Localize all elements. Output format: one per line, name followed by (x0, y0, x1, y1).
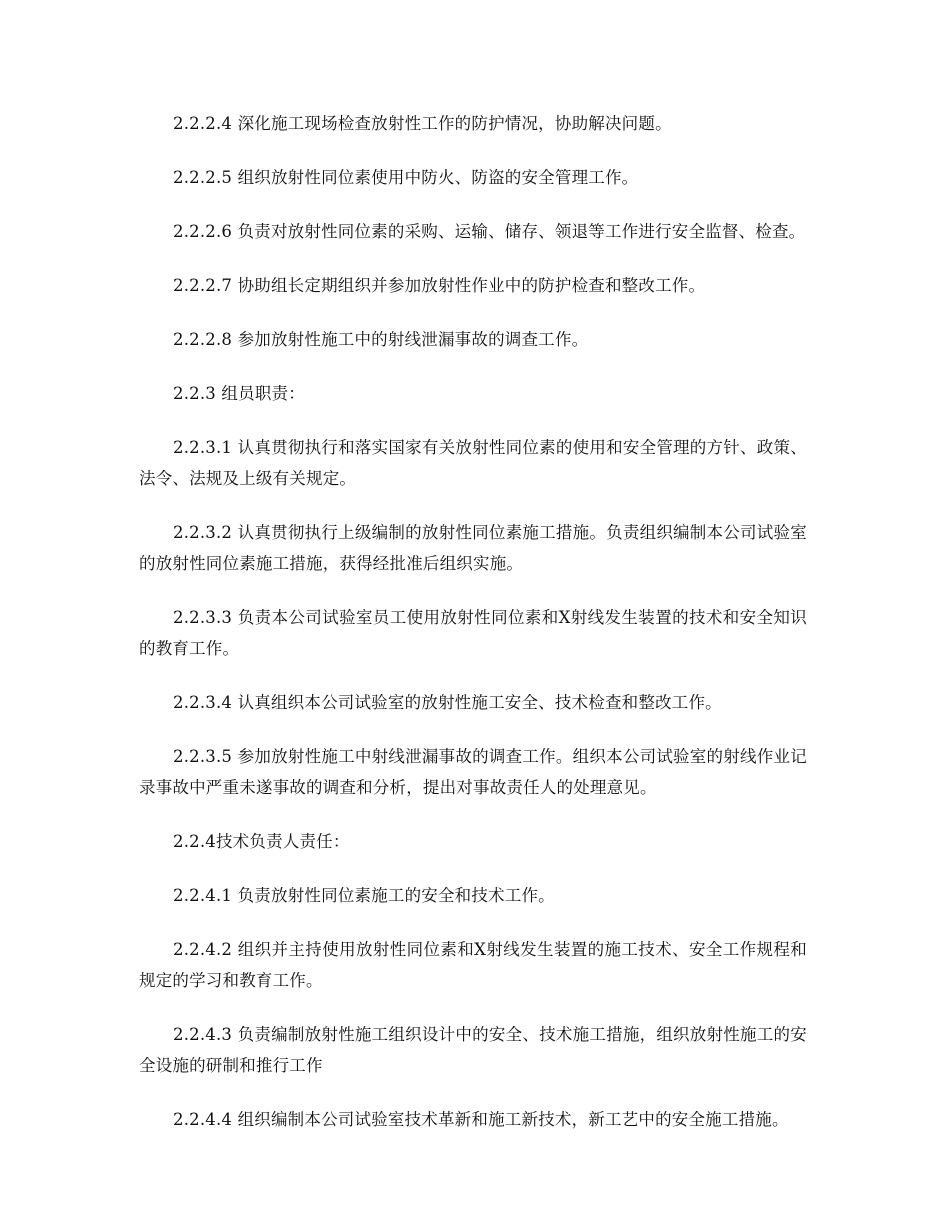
document-body (139, 108, 807, 1158)
paragraph-2-2-3-1: 2.2.3.1 认真贯彻执行和落实国家有关放射性同位素的使用和安全管理的方针、政策、法令、法规及上级有关规定。 (139, 438, 807, 488)
paragraph-2-2-3-3: 2.2.3.3 负责本公司试验室员工使用放射性同位素和X射线发生装置的技术和安全知识的教育工作。 (139, 608, 807, 658)
paragraph-2-2-3-2: 2.2.3.2 认真贯彻执行上级编制的放射性同位素施工措施。负责组织编制本公司试验室的放射性同位素施工措施，获得经批准后组织实施。 (139, 523, 807, 573)
heading-2-2-4-technical-lead: 2.2.4技术负责人责任： (173, 832, 350, 851)
paragraph-2-2-2-8: 2.2.2.8 参加放射性施工中的射线泄漏事故的调查工作。 (173, 330, 589, 349)
paragraph-2-2-3-4: 2.2.3.4 认真组织本公司试验室的放射性施工安全、技术检查和整改工作。 (173, 693, 722, 712)
paragraph-2-2-4-3: 2.2.4.3 负责编制放射性施工组织设计中的安全、技术施工措施，组织放射性施工的安全设施的研制和推行工作 (139, 1025, 807, 1075)
paragraph-2-2-4-1: 2.2.4.1 负责放射性同位素施工的安全和技术工作。 (173, 886, 555, 905)
paragraph-2-2-2-5: 2.2.2.5 组织放射性同位素使用中防火、防盗的安全管理工作。 (173, 168, 639, 187)
paragraph-2-2-4-4: 2.2.4.4 组织编制本公司试验室技术革新和施工新技术，新工艺中的安全施工措施。 (173, 1110, 789, 1129)
paragraph-2-2-2-7: 2.2.2.7 协助组长定期组织并参加放射性作业中的防护检查和整改工作。 (173, 276, 706, 295)
heading-2-2-3-member-duties: 2.2.3 组员职责： (173, 384, 305, 403)
paragraph-2-2-2-6: 2.2.2.6 负责对放射性同位素的采购、运输、储存、领退等工作进行安全监督、检查。 (173, 222, 806, 241)
paragraph-2-2-3-5: 2.2.3.5 参加放射性施工中射线泄漏事故的调查工作。组织本公司试验室的射线作业记录事故中严重未遂事故的调查和分析，提出对事故责任人的处理意见。 (139, 747, 807, 797)
paragraph-2-2-4-2: 2.2.4.2 组织并主持使用放射性同位素和X射线发生装置的施工技术、安全工作规程和规定的学习和教育工作。 (139, 940, 807, 990)
paragraph-2-2-2-4: 2.2.2.4 深化施工现场检查放射性工作的防护情况，协助解决问题。 (173, 114, 672, 133)
